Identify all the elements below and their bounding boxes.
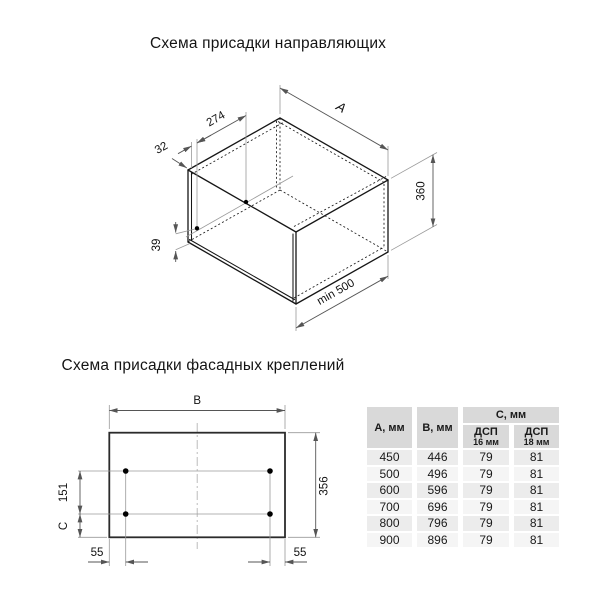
table-cell: 79 [463,533,509,548]
drill-hole-top-left [123,468,129,474]
dim-55-right [248,547,307,562]
dim-151 [58,471,80,514]
dim-55-right-label: 55 [293,547,307,559]
drill-hole-bottom-right [267,511,273,517]
table-cell: 696 [417,500,458,515]
guides-isometric-diagram [151,85,437,331]
drill-hole-rear [244,200,248,204]
dim-b-label: B [193,395,202,407]
dim-min500 [296,255,388,331]
dim-360-label: 360 [415,181,428,201]
table-cell: 79 [463,516,509,531]
col-header-b: В, мм [417,407,458,448]
table-cell: 81 [514,450,559,465]
dim-min500-label: min 500 [315,277,357,308]
facade-front-diagram [58,395,331,566]
dim-55-left-label: 55 [90,547,104,559]
drill-hole-bottom-left [123,511,129,517]
dim-360 [391,153,437,251]
table-cell: 81 [514,533,559,548]
facade-drill-holes [123,468,273,517]
guides-section-title: Схема присадки направляющих [150,35,387,52]
dim-c [58,514,80,537]
table-cell: 600 [367,483,412,498]
dim-55-left [88,547,148,562]
dim-c-label: C [58,521,70,531]
table-cell: 896 [417,533,458,548]
table-cell: 79 [463,467,509,482]
dim-32 [153,135,211,168]
dim-356 [288,433,331,538]
dim-32-label: 32 [152,140,171,157]
col-header-a: А, мм [367,407,412,448]
dim-356-label: 356 [318,476,331,496]
table-cell: 446 [417,450,458,465]
table-cell: 79 [463,500,509,515]
dim-a-label: A [333,98,349,116]
hidden-edges [189,118,389,298]
table-cell: 596 [417,483,458,498]
table-cell: 450 [367,450,412,465]
cabinet-outline [188,118,388,304]
table-cell: 79 [463,483,509,498]
side-panel-drill-line [186,176,293,237]
drill-hole-front [195,226,199,230]
dim-39-label: 39 [151,238,163,252]
table-cell: 700 [367,500,412,515]
col-header-c: С, мм [463,407,559,423]
table-cell: 79 [463,450,509,465]
col-header-c18: ДСП 18 мм [514,425,559,448]
table-cell: 900 [367,533,412,548]
table-cell: 800 [367,516,412,531]
drill-hole-top-right [267,468,273,474]
dim-a [280,85,388,176]
table-cell: 496 [417,467,458,482]
dim-151-label: 151 [58,482,70,503]
facade-section-title: Схема присадки фасадных креплений [61,357,345,374]
table-cell: 81 [514,516,559,531]
table-cell: 81 [514,500,559,515]
table-cell: 500 [367,467,412,482]
dim-274-label: 274 [204,109,228,130]
table-cell: 81 [514,483,559,498]
table-cell: 796 [417,516,458,531]
col-header-c16: ДСП 16 мм [463,425,509,448]
table-cell: 81 [514,467,559,482]
dim-274 [197,109,246,226]
dimensions-table [367,407,559,547]
